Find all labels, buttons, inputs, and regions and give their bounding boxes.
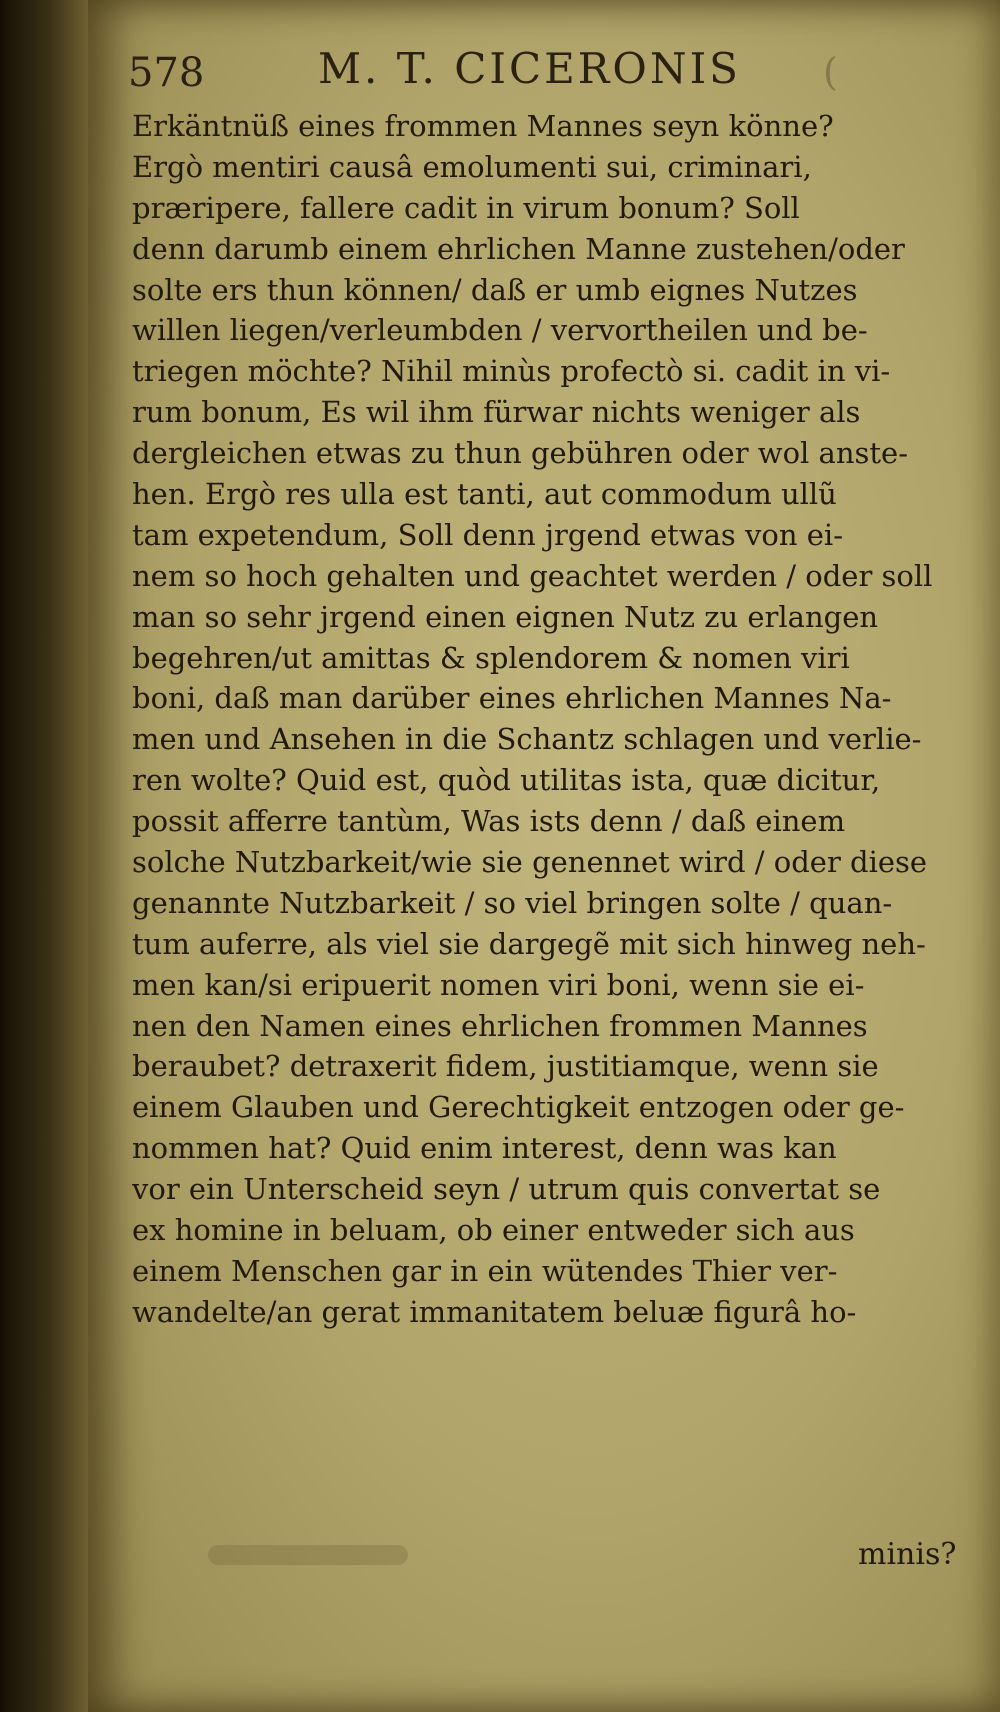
page-header [128,44,948,104]
text-line: nem so hoch gehalten und geachtet werden / oder soll [132,558,933,593]
text-line: beraubet? detraxerit fidem, justitiamque, wenn sie [132,1049,879,1084]
text-line: begehren/ut amittas & splendorem & nomen viri [132,640,850,675]
text-line: boni, daß man darüber eines ehrlichen Mannes Na- [132,681,892,716]
text-line: præripere, fallere cadit in virum bonum? Soll [132,190,800,225]
text-line: man so sehr jrgend einen eignen Nutz zu erlangen [132,599,879,634]
running-title: M. T. CICERONIS [318,44,741,93]
text-line: einem Menschen gar in ein wütendes Thier ver- [132,1253,838,1288]
text-line: willen liegen/verleumbden / vervortheilen und be- [132,313,868,348]
header-mark: ( [823,50,838,94]
text-line: nen den Namen eines ehrlichen frommen Mannes [132,1008,868,1043]
book-spine [0,0,88,1712]
text-line: einem Glauben und Gerechtigkeit entzogen oder ge- [132,1090,905,1125]
text-line: men und Ansehen in die Schantz schlagen und verlie- [132,722,922,757]
text-line: Erkäntnüß eines frommen Mannes seyn könne? [132,109,834,143]
page-number: 578 [128,50,205,96]
body-text [132,106,958,1333]
text-line: dergleichen etwas zu thun gebühren oder wol anste- [132,436,909,471]
text-line: solche Nutzbarkeit/wie sie genennet wird / oder diese [132,845,928,880]
text-line: rum bonum, Es wil ihm fürwar nichts weniger als [132,395,861,430]
text-line: Ergò mentiri causâ emolumenti sui, criminari, [132,149,812,184]
text-line: vor ein Unterscheid seyn / utrum quis convertat se [132,1172,881,1207]
text-line: possit afferre tantùm, Was ists denn / daß einem [132,804,846,839]
text-line: tam expetendum, Soll denn jrgend etwas von ei- [132,517,844,552]
text-line: tum auferre, als viel sie dargegẽ mit sich hinweg neh- [132,926,926,961]
text-line: hen. Ergò res ulla est tanti, aut commodum ullũ [132,477,837,512]
text-line: ex homine in beluam, ob einer entweder sich aus [132,1213,855,1248]
text-line: ren wolte? Quid est, quòd utilitas ista, quæ dicitur, [132,763,881,798]
text-line: men kan/si eripuerit nomen viri boni, wenn sie ei- [132,967,865,1002]
text-line: genannte Nutzbarkeit / so viel bringen solte / quan- [132,885,893,920]
catchword: minis? [858,1537,957,1572]
text-line: solte ers thun können/ daß er umb eignes Nutzes [132,272,858,307]
text-line: triegen möchte? Nihil minùs profectò si. cadit in vi- [132,354,891,389]
book-page [88,0,1000,1712]
text-line: nommen hat? Quid enim interest, denn was kan [132,1131,837,1166]
text-line: wandelte/an gerat immanitatem beluæ figurâ ho- [132,1294,857,1329]
paper-stain [208,1545,408,1565]
text-line: denn darumb einem ehrlichen Manne zustehen/oder [132,231,905,266]
